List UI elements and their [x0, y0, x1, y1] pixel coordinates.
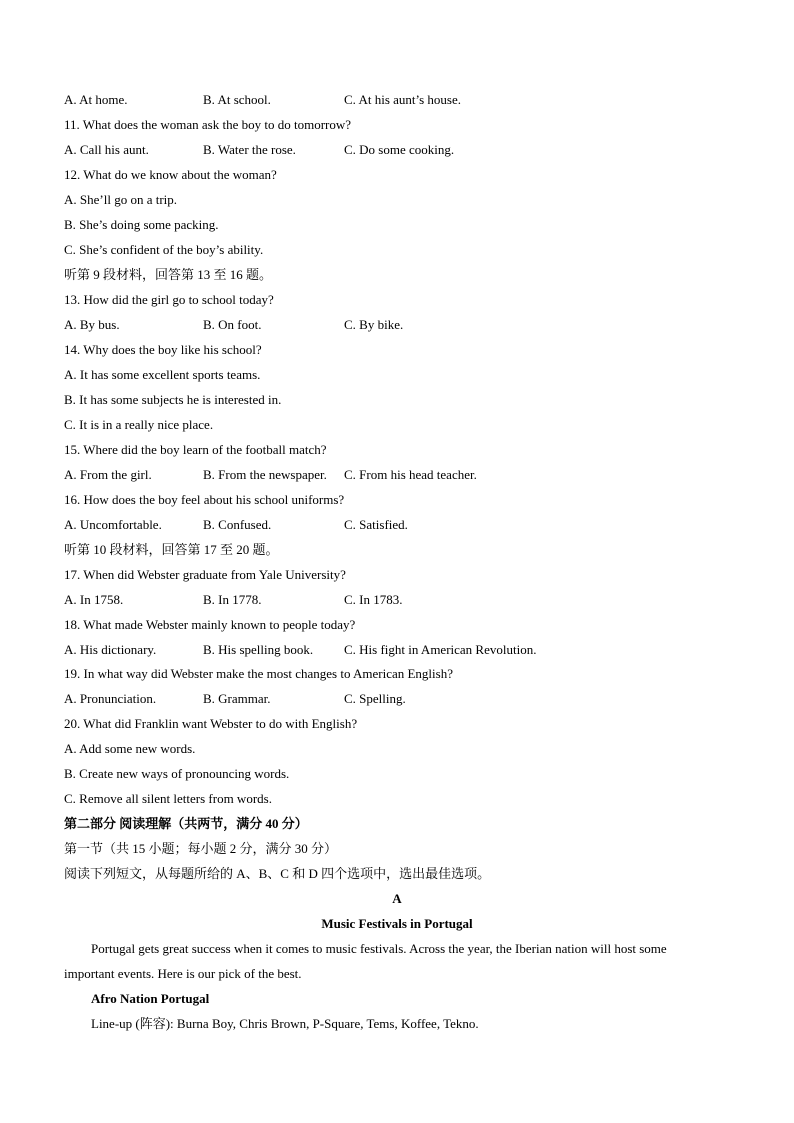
answer-option: B. Confused.: [203, 517, 272, 532]
text-line: 18. What made Webster mainly known to people today?: [64, 617, 356, 632]
text-line: 16. How does the boy feel about his school uniforms?: [64, 492, 345, 507]
text-line: 阅读下列短文，从每题所给的 A、B、C 和 D 四个选项中，选出最佳选项。: [64, 866, 491, 881]
answer-option: A. In 1758.: [64, 592, 124, 607]
text-line: 听第 10 段材料，回答第 17 至 20 题。: [64, 542, 279, 557]
paragraph-line: Line-up (阵容): Burna Boy, Chris Brown, P-Square, Tems, Koffee, Tekno.: [91, 1016, 479, 1031]
answer-option: A. Pronunciation.: [64, 691, 157, 706]
answer-option: A. His dictionary.: [64, 642, 157, 657]
paragraph-line: Portugal gets great success when it comes to music festivals. Across the year, the Iberian nation will host some: [91, 941, 667, 956]
answer-option: C. His fight in American Revolution.: [344, 642, 537, 657]
text-line: important events. Here is our pick of the best.: [64, 966, 302, 981]
answer-option: C. Spelling.: [344, 691, 406, 706]
text-line: C. She’s confident of the boy’s ability.: [64, 242, 264, 257]
answer-option: C. Do some cooking.: [344, 142, 455, 157]
answer-option: C. At his aunt’s house.: [344, 92, 462, 107]
text-line: A. Add some new words.: [64, 741, 196, 756]
paragraph-line: Afro Nation Portugal: [91, 991, 210, 1006]
text-line: A. It has some excellent sports teams.: [64, 367, 261, 382]
answer-option: B. From the newspaper.: [203, 467, 327, 482]
text-line: 11. What does the woman ask the boy to do tomorrow?: [64, 117, 352, 132]
text-line: 20. What did Franklin want Webster to do with English?: [64, 716, 358, 731]
answer-option: C. In 1783.: [344, 592, 403, 607]
text-line: 14. Why does the boy like his school?: [64, 342, 262, 357]
answer-option: A. At home.: [64, 92, 128, 107]
answer-option: B. Water the rose.: [203, 142, 296, 157]
answer-option: C. Satisfied.: [344, 517, 408, 532]
answer-option: B. His spelling book.: [203, 642, 314, 657]
text-line: 17. When did Webster graduate from Yale University?: [64, 567, 346, 582]
answer-option: A. Uncomfortable.: [64, 517, 162, 532]
text-line: 听第 9 段材料，回答第 13 至 16 题。: [64, 267, 273, 282]
answer-option: B. At school.: [203, 92, 271, 107]
text-line: C. Remove all silent letters from words.: [64, 791, 272, 806]
text-line: 13. How did the girl go to school today?: [64, 292, 274, 307]
text-line: C. It is in a really nice place.: [64, 417, 214, 432]
answer-option: A. By bus.: [64, 317, 120, 332]
section-heading: A: [392, 891, 402, 906]
answer-option: C. From his head teacher.: [344, 467, 477, 482]
section-heading: Music Festivals in Portugal: [321, 916, 473, 931]
answer-option: B. In 1778.: [203, 592, 262, 607]
text-line: 15. Where did the boy learn of the football match?: [64, 442, 327, 457]
text-line: B. It has some subjects he is interested in.: [64, 392, 282, 407]
answer-option: B. On foot.: [203, 317, 262, 332]
answer-option: B. Grammar.: [203, 691, 271, 706]
text-line: A. She’ll go on a trip.: [64, 192, 178, 207]
answer-option: A. From the girl.: [64, 467, 152, 482]
text-line: B. She’s doing some packing.: [64, 217, 219, 232]
text-line: 第一节（共 15 小题；每小题 2 分，满分 30 分）: [64, 841, 338, 856]
answer-option: C. By bike.: [344, 317, 404, 332]
text-line: 第二部分 阅读理解（共两节，满分 40 分）: [64, 816, 308, 831]
text-line: 12. What do we know about the woman?: [64, 167, 277, 182]
text-line: 19. In what way did Webster make the most changes to American English?: [64, 666, 453, 681]
text-line: B. Create new ways of pronouncing words.: [64, 766, 290, 781]
answer-option: A. Call his aunt.: [64, 142, 149, 157]
